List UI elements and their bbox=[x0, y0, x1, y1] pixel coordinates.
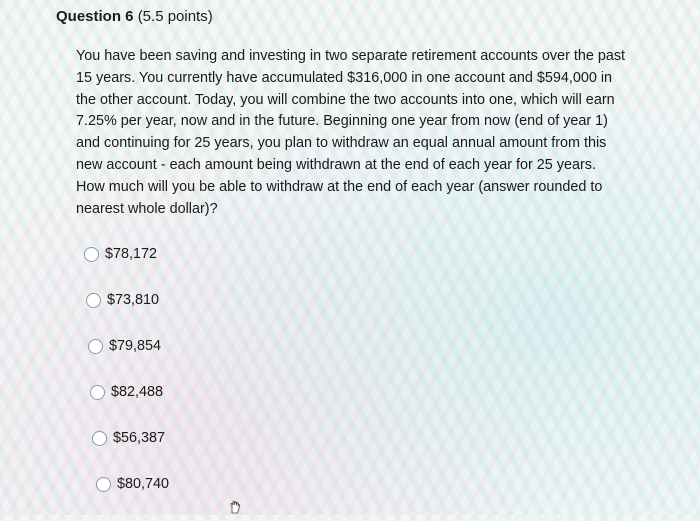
question-points: (5.5 points) bbox=[137, 8, 213, 25]
answer-option-5[interactable] bbox=[92, 429, 169, 447]
answer-option-label: $82,488 bbox=[111, 384, 164, 400]
answer-option-label: $78,172 bbox=[105, 246, 158, 262]
question-header bbox=[56, 8, 213, 25]
answer-option-2[interactable] bbox=[86, 291, 169, 309]
radio-button[interactable] bbox=[84, 247, 99, 262]
answer-option-label: $73,810 bbox=[107, 292, 160, 308]
hand-pointer-icon bbox=[228, 500, 242, 514]
answer-options bbox=[84, 245, 169, 521]
radio-button[interactable] bbox=[86, 293, 101, 308]
answer-option-6[interactable] bbox=[96, 475, 169, 493]
radio-button[interactable] bbox=[88, 339, 103, 354]
answer-option-label: $56,387 bbox=[113, 430, 166, 446]
radio-button[interactable] bbox=[90, 385, 105, 400]
radio-button[interactable] bbox=[96, 477, 111, 492]
answer-option-label: $79,854 bbox=[109, 338, 162, 354]
answer-option-1[interactable] bbox=[84, 245, 169, 263]
answer-option-label: $80,740 bbox=[117, 476, 170, 492]
answer-option-4[interactable] bbox=[90, 383, 169, 401]
question-text: You have been saving and investing in two separate retirement accounts over the past 15 years. You currently have accumulated $316,000 in one account and $594,000 in the other account. Today, you will combine the two accounts into one, which will earn 7.25% per year, now and in the future. Beginning one year from now (end of year 1) and continuing for 25 years, you plan to withdraw an equal annual amount from this new account - each amount being withdrawn at the end of each year for 25 years. How much will you be able to withdraw at the end of each year (answer rounded to nearest whole dollar)? bbox=[76, 48, 626, 217]
question-number: Question 6 bbox=[56, 8, 134, 25]
radio-button[interactable] bbox=[92, 431, 107, 446]
answer-option-3[interactable] bbox=[88, 337, 169, 355]
